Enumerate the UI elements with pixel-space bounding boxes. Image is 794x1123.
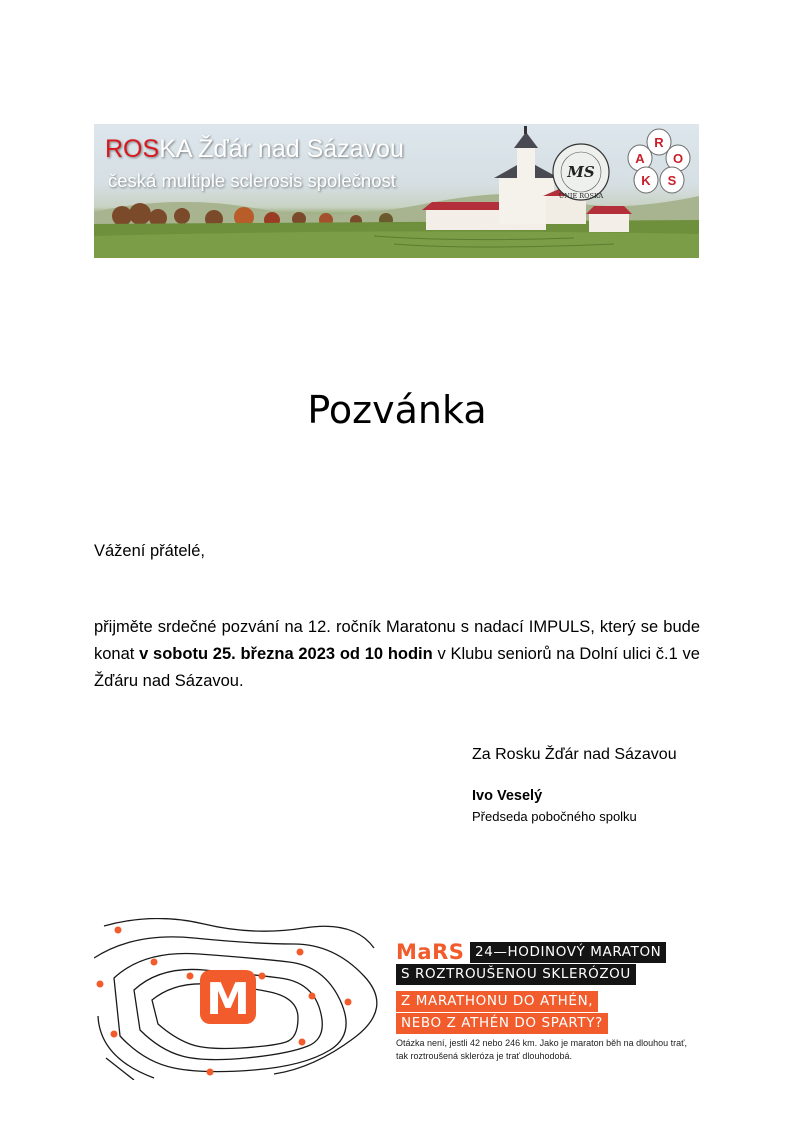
mars-question-2: NEBO Z ATHÉN DO SPARTY? xyxy=(396,1013,608,1034)
mars-note: Otázka není, jestli 42 nebo 246 km. Jako je maraton běh na dlouhou trať, tak roztroušená skleróza je trať dlouhodobá. xyxy=(396,1038,688,1061)
mars-logo-letter: M xyxy=(206,974,250,1025)
body-text-part1: přijměte srdečné pozvání na 12. ročník Maratonu s nadací IMPULS, který se bude konat xyxy=(94,618,700,663)
badge-ms-text: MS xyxy=(567,163,595,181)
mars-headline-1: 24—HODINOVÝ MARATON xyxy=(470,942,666,963)
invitation-paragraph xyxy=(94,614,700,695)
mars-headline-2: S ROZTROUŠENOU SKLERÓZOU xyxy=(396,964,636,985)
clover-letter-a: A xyxy=(635,151,645,166)
page-title: Pozvánka xyxy=(307,388,487,432)
roska-clover-icon xyxy=(624,126,694,198)
event-date: v sobotu 25. března 2023 od 10 hodin xyxy=(139,645,433,663)
banner-title: ROSKA Žďár nad Sázavou xyxy=(105,135,404,163)
signature-organisation: Za Rosku Žďár nad Sázavou xyxy=(472,746,677,763)
header-banner xyxy=(94,124,699,258)
clover-letter-s: S xyxy=(667,173,677,188)
badge-bottom-text: UNIE ROSKA xyxy=(558,192,604,200)
mars-contour-logo xyxy=(94,918,384,1080)
signature-name: Ivo Veselý xyxy=(472,788,543,804)
mars-question-1: Z MARATHONU DO ATHÉN, xyxy=(396,991,598,1012)
body-text-part2: v Klubu seniorů na Dolní ulici č.1 ve Žďáru nad Sázavou. xyxy=(94,645,700,690)
greeting: Vážení přátelé, xyxy=(94,542,205,560)
signature-role: Předseda pobočného spolku xyxy=(472,809,637,824)
ms-badge-icon xyxy=(550,136,612,208)
clover-letter-o: O xyxy=(672,151,684,166)
mars-brand: MaRS xyxy=(396,940,465,964)
banner-subtitle: česká multiple sclerosis společnost xyxy=(108,170,396,191)
clover-letter-k: K xyxy=(641,173,651,188)
clover-letter-r: R xyxy=(654,135,664,150)
